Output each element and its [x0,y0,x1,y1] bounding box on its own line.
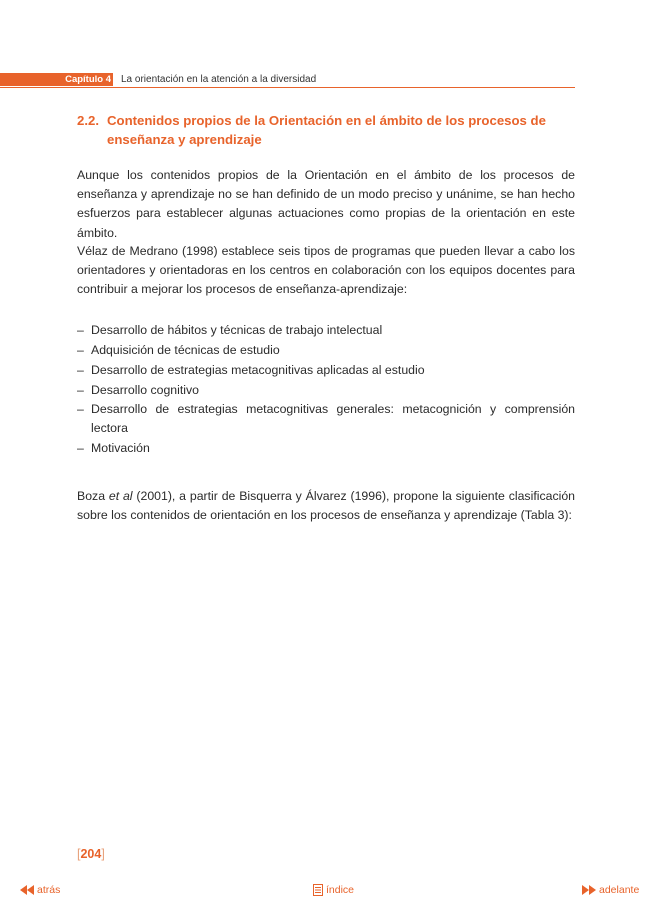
list-dash: – [77,402,84,416]
list-item [77,320,575,340]
section-number: 2.2. [77,113,99,128]
chapter-title: La orientación en la atención a la diversidad [121,74,317,85]
paragraph-boza-start: Boza [77,489,109,503]
list-item [77,438,575,458]
list-item [77,400,575,438]
list-item-text: Motivación [91,441,150,455]
paragraph-boza-italic: et al [108,489,133,503]
page-number [77,847,105,861]
section-title: Contenidos propios de la Orientación en el ámbito de los procesos de enseñanza y aprendizaje [107,113,546,147]
list-item-text: Desarrollo de hábitos y técnicas de trabajo intelectual [91,323,383,337]
list-item [77,340,575,360]
back-button[interactable] [20,884,63,896]
list-dash: – [77,363,84,377]
paragraph-intro: Aunque los contenidos propios de la Orientación en el ámbito de los procesos de enseñanza y aprendizaje no se han definido de un modo preciso y unánime, se han hecho esfuerzos para establecer algunas actuaciones como propias de la orientación en este ámbito. [77,168,575,240]
list-item [77,360,575,380]
double-left-arrow-icon [20,885,34,895]
paragraph-boza-rest: (2001), a partir de Bisquerra y Álvarez (1996), propone la siguiente clasificación sobre los contenidos de orientación en los procesos de enseñanza y aprendizaje (Tabla 3): [77,489,576,523]
paragraph-velaz: Vélaz de Medrano (1998) establece seis tipos de programas que pueden llevar a cabo los orientadores y orientadoras en los centros en colaboración con los equipos docentes para contribuir a mejorar los procesos de enseñanza-aprendizaje: [77,244,575,297]
program-list [77,320,575,458]
list-item-text: Desarrollo de estrategias metacognitivas generales: metacognición y comprensión lectora [91,402,575,435]
document-icon [313,884,323,896]
page-number-value: 204 [80,847,102,861]
next-button[interactable] [582,884,642,896]
next-label: adelante [599,884,640,896]
list-dash: – [77,323,84,337]
page-number-open: [ [77,847,81,861]
list-dash: – [77,343,84,357]
chapter-header [0,73,575,88]
double-right-arrow-icon [582,885,596,895]
list-dash: – [77,383,84,397]
list-dash: – [77,441,84,455]
index-button[interactable] [313,884,357,896]
page-number-close: ] [101,847,105,861]
list-item [77,380,575,400]
list-item-text: Desarrollo de estrategias metacognitivas aplicadas al estudio [91,363,425,377]
list-item-text: Adquisición de técnicas de estudio [91,343,280,357]
back-label: atrás [37,884,61,896]
paragraph-boza [77,487,575,525]
list-item-text: Desarrollo cognitivo [91,383,199,397]
index-label: índice [326,884,355,896]
chapter-label: Capítulo 4 [0,73,113,86]
